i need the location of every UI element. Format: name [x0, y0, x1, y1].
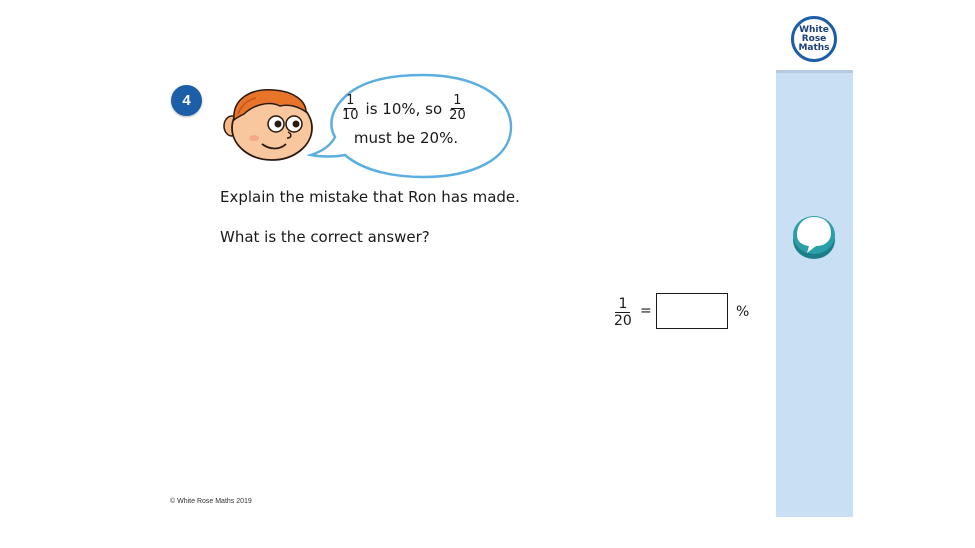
- answer-box[interactable]: [656, 293, 728, 329]
- fraction-one-twentieth: [447, 94, 468, 123]
- fraction-denominator: 20: [449, 108, 466, 123]
- logo-line-2: Rose: [801, 33, 827, 44]
- white-rose-maths-logo: [791, 16, 837, 62]
- speech-bubble-text: [340, 94, 490, 147]
- fraction-numerator: 1: [615, 296, 630, 313]
- prompt-explain-mistake: Explain the mistake that Ron has made.: [220, 188, 520, 206]
- speech-line-1: [340, 94, 490, 123]
- side-panel-divider: [776, 70, 853, 73]
- logo-line-1: White: [799, 24, 829, 35]
- fraction-numerator: 1: [453, 93, 462, 108]
- percent-sign: %: [736, 304, 750, 320]
- equals-sign: =: [640, 303, 652, 319]
- question-number-badge: 4: [171, 85, 202, 116]
- equation-fraction: [614, 296, 632, 329]
- logo-line-3: Maths: [798, 42, 830, 53]
- speech-bubble-icon: [791, 213, 837, 263]
- fraction-denominator: 20: [614, 313, 632, 329]
- fraction-denominator: 10: [342, 108, 359, 123]
- copyright-notice: © White Rose Maths 2019: [170, 498, 252, 505]
- ron-face-icon: [222, 86, 316, 162]
- prompt-correct-answer: What is the correct answer?: [220, 228, 430, 246]
- speech-text-1: is 10%, so: [365, 99, 443, 118]
- fraction-one-tenth: [340, 94, 361, 123]
- speech-text-2: must be 20%.: [353, 129, 459, 147]
- fraction-numerator: 1: [346, 93, 355, 108]
